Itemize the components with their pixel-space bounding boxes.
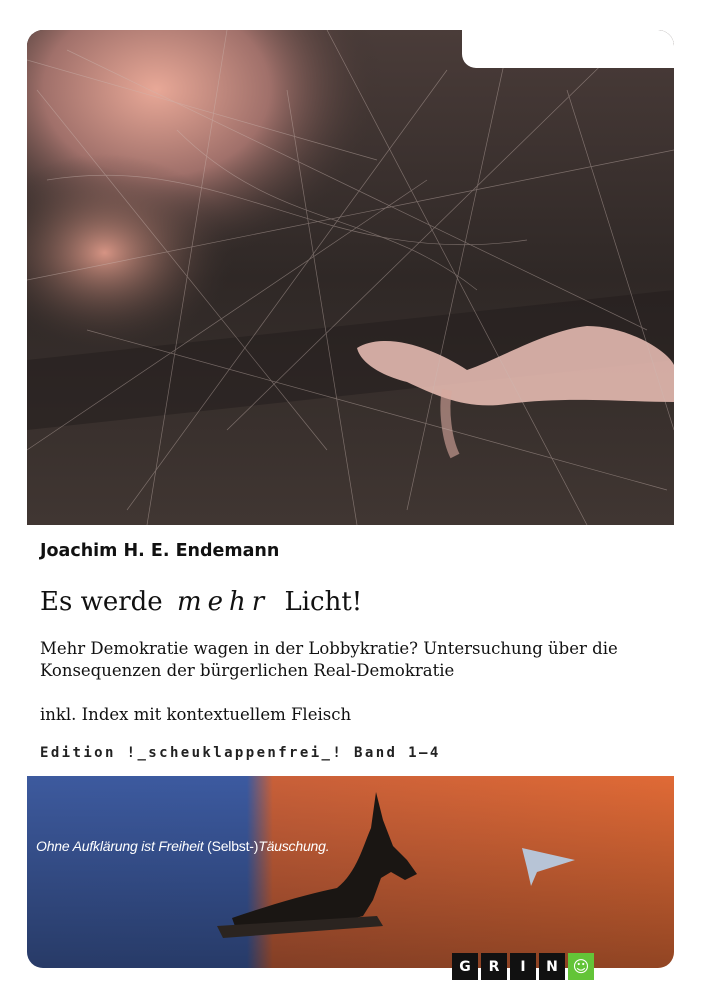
logo-letter-r: R — [481, 953, 507, 980]
book-subtitle: Mehr Demokratie wagen in der Lobbykratie? Untersuchung über die Konsequenzen der bürgerlichen Real-Demokratie — [40, 639, 618, 680]
cover-photo-art — [27, 30, 674, 525]
title-emphasis: mehr — [176, 587, 271, 617]
title-part-1: Es werde — [40, 587, 163, 617]
logo-letter-n: N — [539, 953, 565, 980]
edition-label: Edition !_scheuklappenfrei_! Band 1–4 — [40, 745, 441, 761]
logo-letter-g: G — [452, 953, 478, 980]
tagline-part-3: Täuschung. — [258, 838, 330, 854]
book-addendum: inkl. Index mit kontextuellem Fleisch — [40, 705, 352, 724]
logo-letter-i: I — [510, 953, 536, 980]
smile-icon: ☺ — [568, 953, 594, 980]
tagline — [36, 838, 329, 854]
photo-corner-notch — [462, 30, 674, 68]
publisher-logo — [452, 953, 594, 980]
title-part-2: Licht! — [284, 587, 363, 617]
banner-art — [27, 776, 674, 968]
book-title — [40, 587, 362, 617]
bottom-banner — [27, 776, 674, 968]
author-name: Joachim H. E. Endemann — [40, 541, 280, 561]
tagline-part-1: Ohne Aufklärung ist Freiheit — [36, 838, 204, 854]
tagline-part-2: (Selbst-) — [207, 838, 259, 854]
cover-photo — [27, 30, 674, 525]
